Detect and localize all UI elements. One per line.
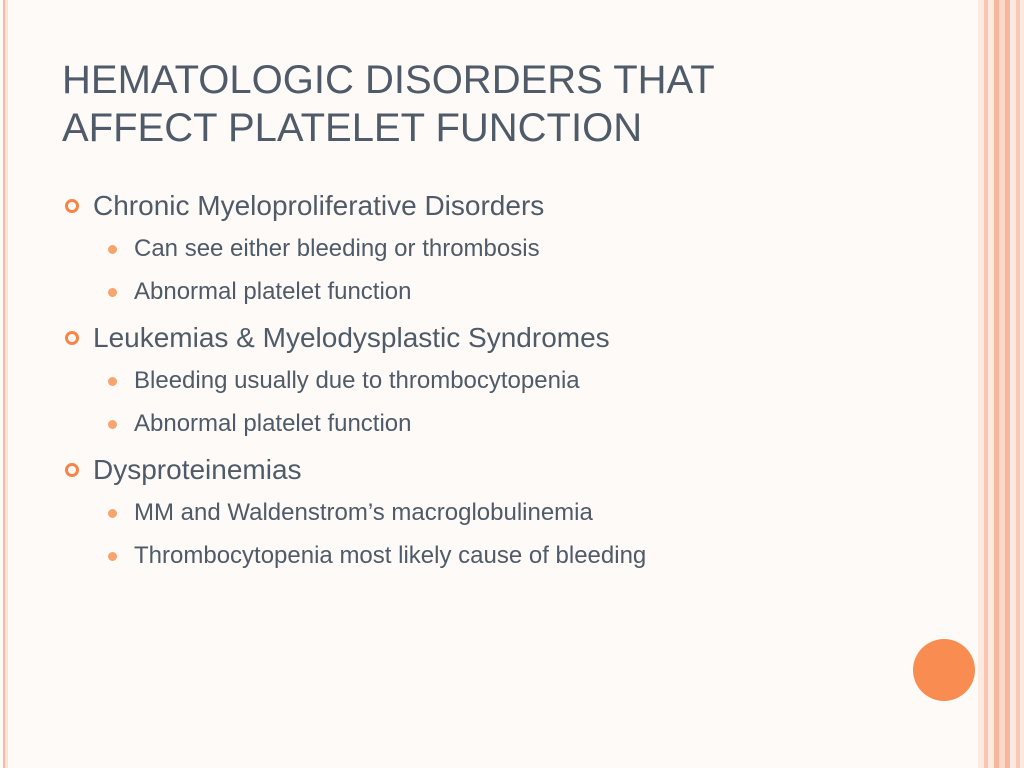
- slide-title: [62, 56, 942, 152]
- sub-bullet-group: [62, 364, 942, 441]
- dot-bullet-icon: [108, 552, 117, 561]
- sub-bullet-text: Bleeding usually due to thrombocytopenia: [134, 367, 580, 394]
- dot-bullet-icon: [108, 420, 117, 429]
- dot-bullet-icon: [108, 509, 117, 518]
- sub-bullet-item: [62, 275, 942, 309]
- bullet-text: Leukemias & Myelodysplastic Syndromes: [93, 322, 610, 353]
- ring-bullet-icon: [65, 331, 79, 345]
- bullet-item: [62, 450, 942, 490]
- sub-bullet-item: [62, 496, 942, 530]
- sub-bullet-text: Thrombocytopenia most likely cause of bleeding: [134, 542, 647, 569]
- sub-bullet-item: [62, 364, 942, 398]
- slide-title-line-1: HEMATOLOGIC DISORDERS THAT: [62, 58, 715, 102]
- ring-bullet-icon: [65, 463, 79, 477]
- sub-bullet-item: [62, 232, 942, 266]
- dot-bullet-icon: [108, 245, 117, 254]
- bullet-list: [62, 186, 942, 582]
- left-border-decoration: [0, 0, 8, 768]
- slide-title-line-2: AFFECT PLATELET FUNCTION: [62, 106, 643, 150]
- sub-bullet-group: [62, 232, 942, 309]
- orange-circle-decoration: [913, 639, 975, 701]
- sub-bullet-group: [62, 496, 942, 573]
- sub-bullet-text: MM and Waldenstrom’s macroglobulinemia: [134, 499, 593, 526]
- sub-bullet-item: [62, 539, 942, 573]
- dot-bullet-icon: [108, 377, 117, 386]
- sub-bullet-text: Abnormal platelet function: [134, 278, 412, 305]
- bullet-item: [62, 186, 942, 226]
- sub-bullet-text: Can see either bleeding or thrombosis: [134, 235, 540, 262]
- dot-bullet-icon: [108, 288, 117, 297]
- sub-bullet-item: [62, 407, 942, 441]
- bullet-text: Dysproteinemias: [93, 454, 302, 485]
- ring-bullet-icon: [65, 199, 79, 213]
- right-stripe-decoration: [978, 0, 1024, 768]
- bullet-text: Chronic Myeloproliferative Disorders: [93, 190, 545, 221]
- sub-bullet-text: Abnormal platelet function: [134, 410, 412, 437]
- bullet-item: [62, 318, 942, 358]
